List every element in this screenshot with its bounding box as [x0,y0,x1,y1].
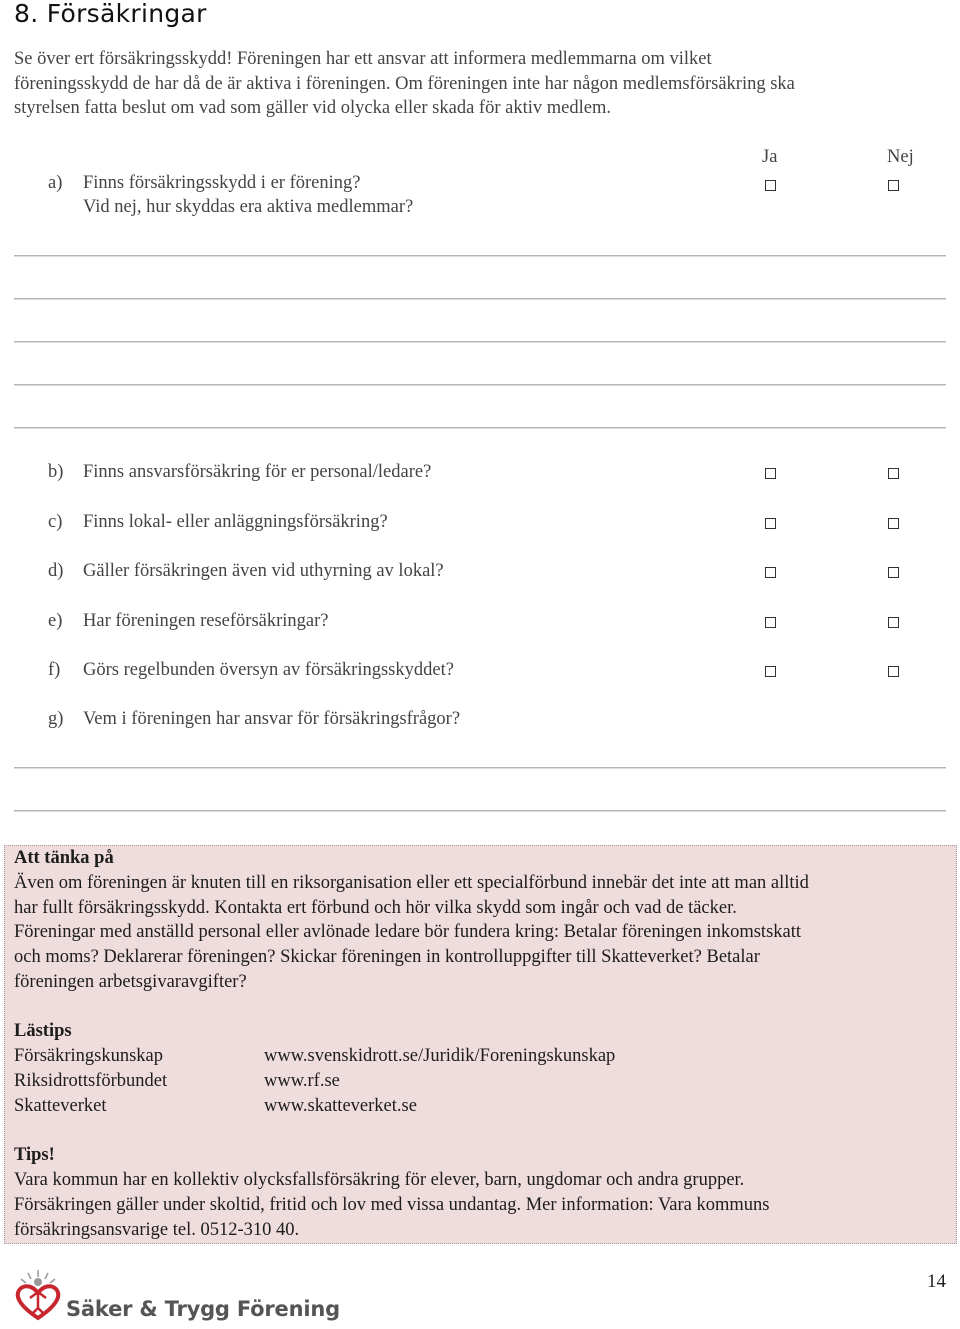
page-title: 8. Försäkringar [14,0,207,28]
reading-link[interactable]: www.svenskidrott.se/Juridik/Foreningskunskap [264,1046,616,1066]
intro-line: föreningsskydd de har då de är aktiva i föreningen. Om föreningen inte har någon medlemsförsäkring ska [14,73,795,94]
answer-line[interactable] [14,810,946,812]
question-letter: f) [48,660,61,680]
checkbox-c-yes[interactable] [765,518,776,529]
intro-line: Se över ert försäkringsskydd! Föreningen har ett ansvar att informera medlemmarna om vilket [14,49,712,69]
question-text: Finns försäkringsskydd i er förening? [83,173,361,193]
reading-heading: Lästips [14,1021,72,1041]
logo-heart-icon [12,1268,64,1324]
question-letter: c) [48,512,63,532]
checkbox-d-yes[interactable] [765,567,776,578]
question-d [48,561,728,585]
question-f [48,660,728,684]
checkbox-b-no[interactable] [888,468,899,479]
reading-link[interactable]: www.rf.se [264,1071,340,1091]
column-header-no: Nej [887,147,914,167]
checkbox-e-no[interactable] [888,617,899,628]
checkbox-f-yes[interactable] [765,666,776,677]
question-e [48,611,728,635]
think-heading: Att tänka på [14,848,114,868]
question-b [48,462,728,486]
answer-line[interactable] [14,384,946,386]
reading-name: Skatteverket [14,1096,107,1116]
question-c [48,512,728,536]
tips-line: försäkringsansvarige tel. 0512-310 40. [14,1220,300,1240]
think-line: Även om föreningen är knuten till en riksorganisation eller ett specialförbund innebär det inte att man alltid [14,873,809,893]
checkbox-a-yes[interactable] [765,180,776,191]
question-g [48,709,728,733]
tips-line: Försäkringen gäller under skoltid, fritid och lov med vissa undantag. Mer information: Vara kommuns [14,1195,770,1215]
think-line: har fullt försäkringsskydd. Kontakta ert förbund och hör vilka skydd som ingår och vad de täcker. [14,898,737,918]
question-a [48,173,728,221]
think-line: och moms? Deklarerar föreningen? Skickar föreningen in kontrolluppgifter till Skatteverket? Betalar [14,947,760,967]
answer-line[interactable] [14,298,946,300]
question-text: Görs regelbunden översyn av försäkringsskyddet? [83,660,454,680]
answer-line[interactable] [14,255,946,257]
checkbox-e-yes[interactable] [765,617,776,628]
checkbox-d-no[interactable] [888,567,899,578]
intro-paragraph [14,47,944,121]
question-text: Finns lokal- eller anläggningsförsäkring? [83,512,388,532]
intro-line: styrelsen fatta beslut om vad som gäller vid olycka eller skada för aktiv medlem. [14,98,611,118]
question-text: Vem i föreningen har ansvar för försäkringsfrågor? [83,709,461,729]
question-letter: b) [48,462,64,482]
reading-name: Riksidrottsförbundet [14,1071,168,1091]
tips-heading: Tips! [14,1145,55,1165]
checkbox-f-no[interactable] [888,666,899,677]
question-text: Finns ansvarsförsäkring för er personal/ledare? [83,462,432,482]
logo-text: Säker & Trygg Förening [66,1297,340,1321]
question-followup: Vid nej, hur skyddas era aktiva medlemmar? [83,197,414,217]
question-letter: a) [48,173,63,193]
question-letter: g) [48,709,64,729]
question-text: Har föreningen reseförsäkringar? [83,611,329,631]
answer-line[interactable] [14,427,946,429]
answer-line[interactable] [14,767,946,769]
question-letter: e) [48,611,63,631]
reading-link[interactable]: www.skatteverket.se [264,1096,417,1116]
checkbox-c-no[interactable] [888,518,899,529]
tips-line: Vara kommun har en kollektiv olycksfallsförsäkring för elever, barn, ungdomar och andra grupper. [14,1170,745,1190]
page-number: 14 [927,1271,946,1292]
question-letter: d) [48,561,64,581]
checkbox-b-yes[interactable] [765,468,776,479]
think-line: Föreningar med anställd personal eller avlönade ledare bör fundera kring: Betalar föreningen inkomstskatt [14,922,802,942]
think-line: föreningen arbetsgivaravgifter? [14,972,247,992]
question-text: Gäller försäkringen även vid uthyrning av lokal? [83,561,444,581]
answer-line[interactable] [14,341,946,343]
checkbox-a-no[interactable] [888,180,899,191]
reading-name: Försäkringskunskap [14,1046,164,1066]
column-header-yes: Ja [762,147,778,167]
